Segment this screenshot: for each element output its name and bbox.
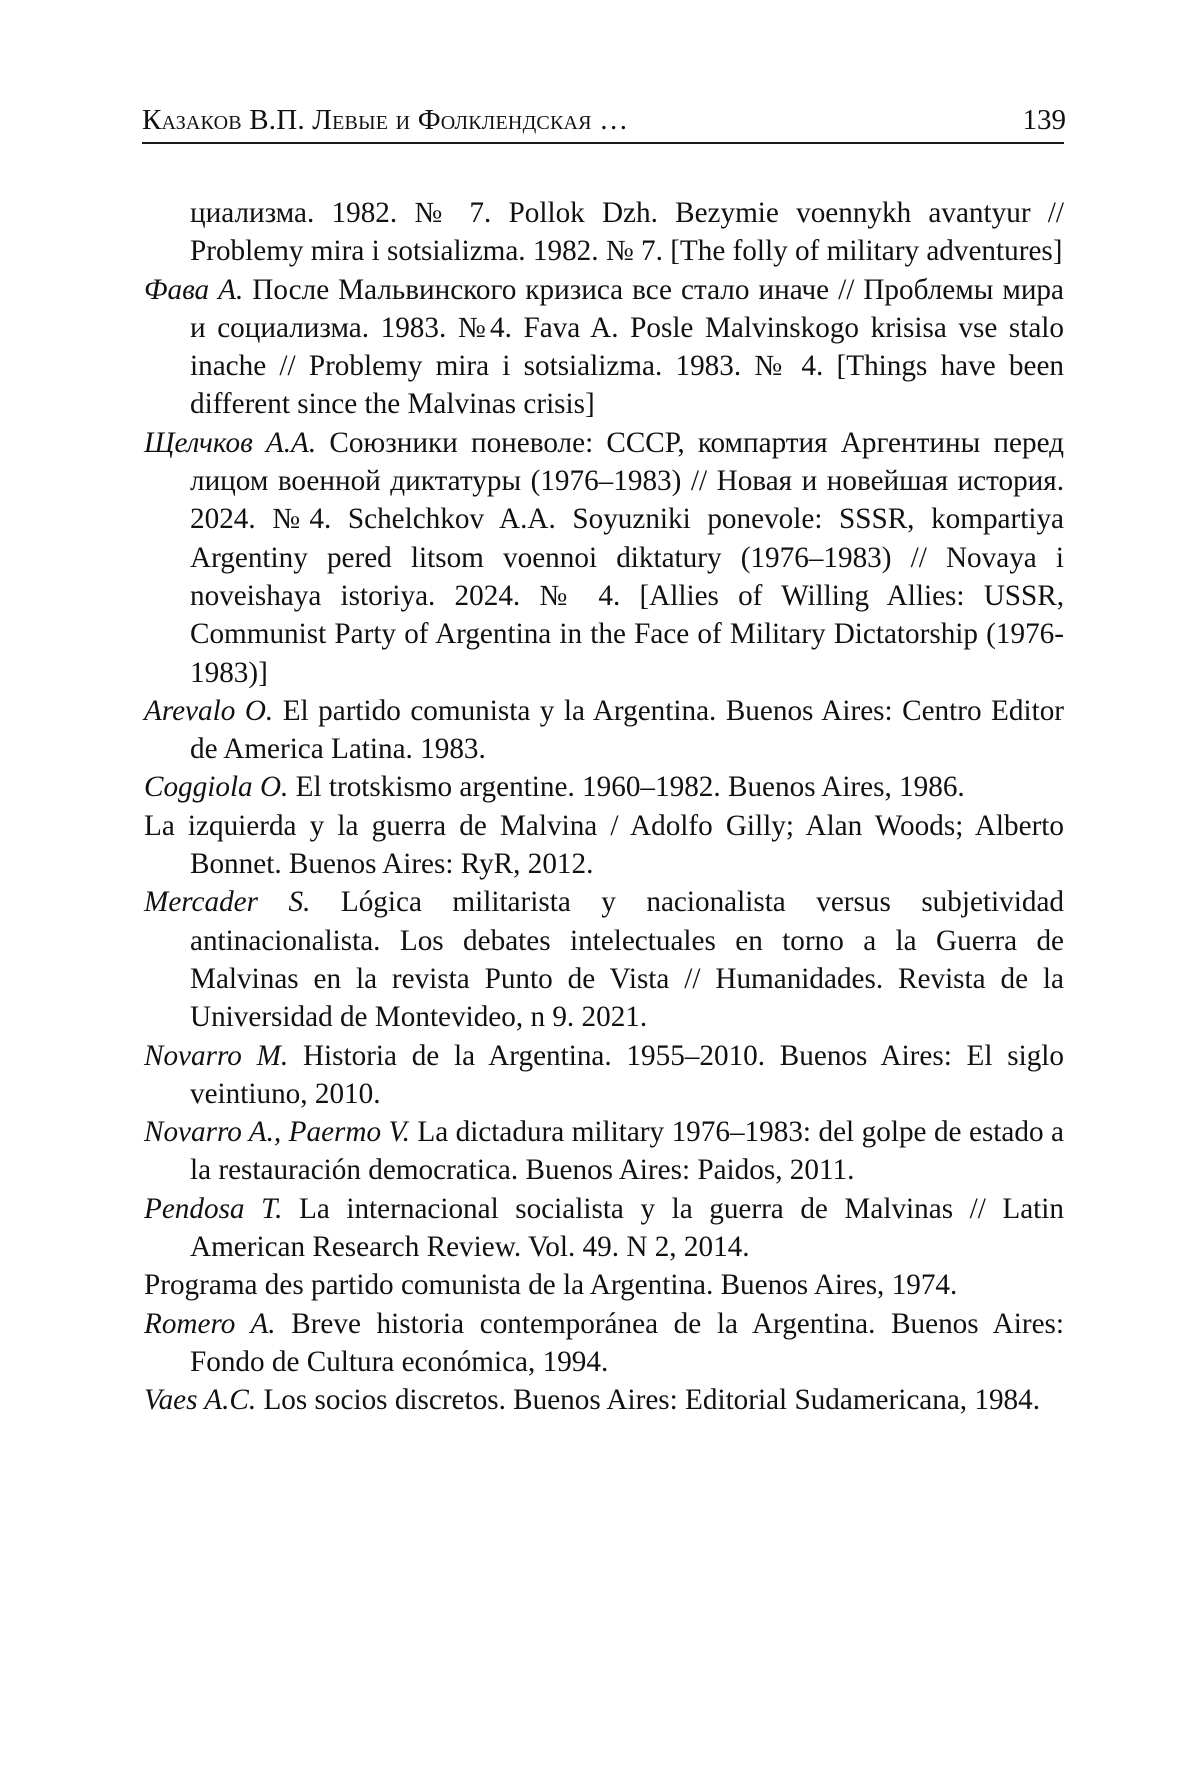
page-number: 139 — [1022, 104, 1066, 136]
reference-text: La dictadura military 1976–1983: del golpe de estado a la restauración democratica. Buenos Aires: Paidos, 2011. — [190, 1116, 1064, 1187]
reference-author: Pendosa T. — [144, 1192, 283, 1225]
reference-entry — [144, 1305, 1064, 1382]
reference-text: Союзники поневоле: СССР, компартия Аргентины перед лицом военной диктатуры (1976–1983) // Новая и новейшая история. 2024. №4. Schelchkov A.A. Soyuzniki ponevole: SSSR, kompartiya Argentiny pered litsom voennoi diktatury (1976–1983) // Novaya i noveishaya istoriya. 2024. № 4. [Allies of Willing Allies: USSR, Communist Party of Argentina in the Face of Military Dictatorship (1976-1983)] — [190, 426, 1064, 689]
reference-author: Coggiola O. — [144, 771, 289, 804]
reference-author: Novarro M. — [144, 1039, 289, 1072]
reference-entry — [144, 424, 1064, 692]
reference-entry — [144, 1266, 1064, 1304]
reference-entry — [144, 1113, 1064, 1190]
reference-text: Los socios discretos. Buenos Aires: Editorial Sudamericana, 1984. — [256, 1384, 1041, 1417]
running-header — [142, 100, 1064, 144]
reference-text: La internacional socialista y la guerra de Malvinas // Latin American Research Review. Vol. 49. N 2, 2014. — [190, 1192, 1064, 1264]
reference-entry — [144, 194, 1064, 271]
header-title: Казаков В.П. Левые и Фолклендская … — [142, 104, 629, 136]
reference-author: Щелчков А.А. — [144, 426, 317, 459]
reference-entry — [144, 692, 1064, 769]
reference-author: Arevalo O. — [144, 694, 274, 727]
reference-text: El partido comunista y la Argentina. Buenos Aires: Centro Editor de America Latina. 1983. — [190, 694, 1065, 766]
reference-list — [144, 194, 1064, 1420]
reference-entry — [144, 883, 1064, 1036]
reference-entry — [144, 271, 1064, 424]
reference-text: Historia de la Argentina. 1955–2010. Buenos Aires: El siglo veintiuno, 2010. — [190, 1039, 1065, 1110]
reference-entry — [144, 1190, 1064, 1267]
reference-entry — [144, 1037, 1064, 1114]
reference-text: Programa des partido comunista de la Argentina. Buenos Aires, 1974. — [144, 1269, 958, 1302]
reference-author: Фава А. — [144, 273, 244, 306]
reference-author: Vaes A.C. — [144, 1384, 257, 1417]
reference-text: Breve historia contemporánea de la Argentina. Buenos Aires: Fondo de Cultura económica, 1994. — [190, 1307, 1064, 1378]
reference-text: Lógica militarista y nacionalista versus subjetividad antinacionalista. Los debates intelectuales en torno a la Guerra de Malvinas en la revista Punto de Vista // Humanidades. Revista de la Universidad de Montevideo, n 9. 2021. — [190, 886, 1065, 1034]
reference-entry — [144, 1381, 1064, 1419]
reference-author: Novarro A., Paermo V. — [144, 1116, 410, 1149]
reference-text: El trotskismo argentine. 1960–1982. Buenos Aires, 1986. — [288, 771, 965, 804]
reference-text: La izquierda y la guerra de Malvina / Adolfo Gilly; Alan Woods; Alberto Bonnet. Buenos Aires: RyR, 2012. — [144, 809, 1064, 881]
reference-entry — [144, 807, 1064, 884]
reference-author: Mercader S. — [144, 886, 311, 919]
reference-text: циализма. 1982. № 7. Pollok Dzh. Bezymie voennykh avantyur // Problemy mira i sotsializma. 1982. № 7. [The folly of military adventures] — [190, 197, 1064, 268]
reference-entry — [144, 768, 1064, 806]
reference-text: После Мальвинского кризиса все стало иначе // Проблемы мира и социализма. 1983. №4. Fava A. Posle Malvinskogo krisisa vse stalo inache // Problemy mira i sotsializma. 1983. № 4. [Things have been different since the Malvinas crisis] — [190, 273, 1064, 421]
reference-author: Romero A. — [144, 1307, 276, 1340]
